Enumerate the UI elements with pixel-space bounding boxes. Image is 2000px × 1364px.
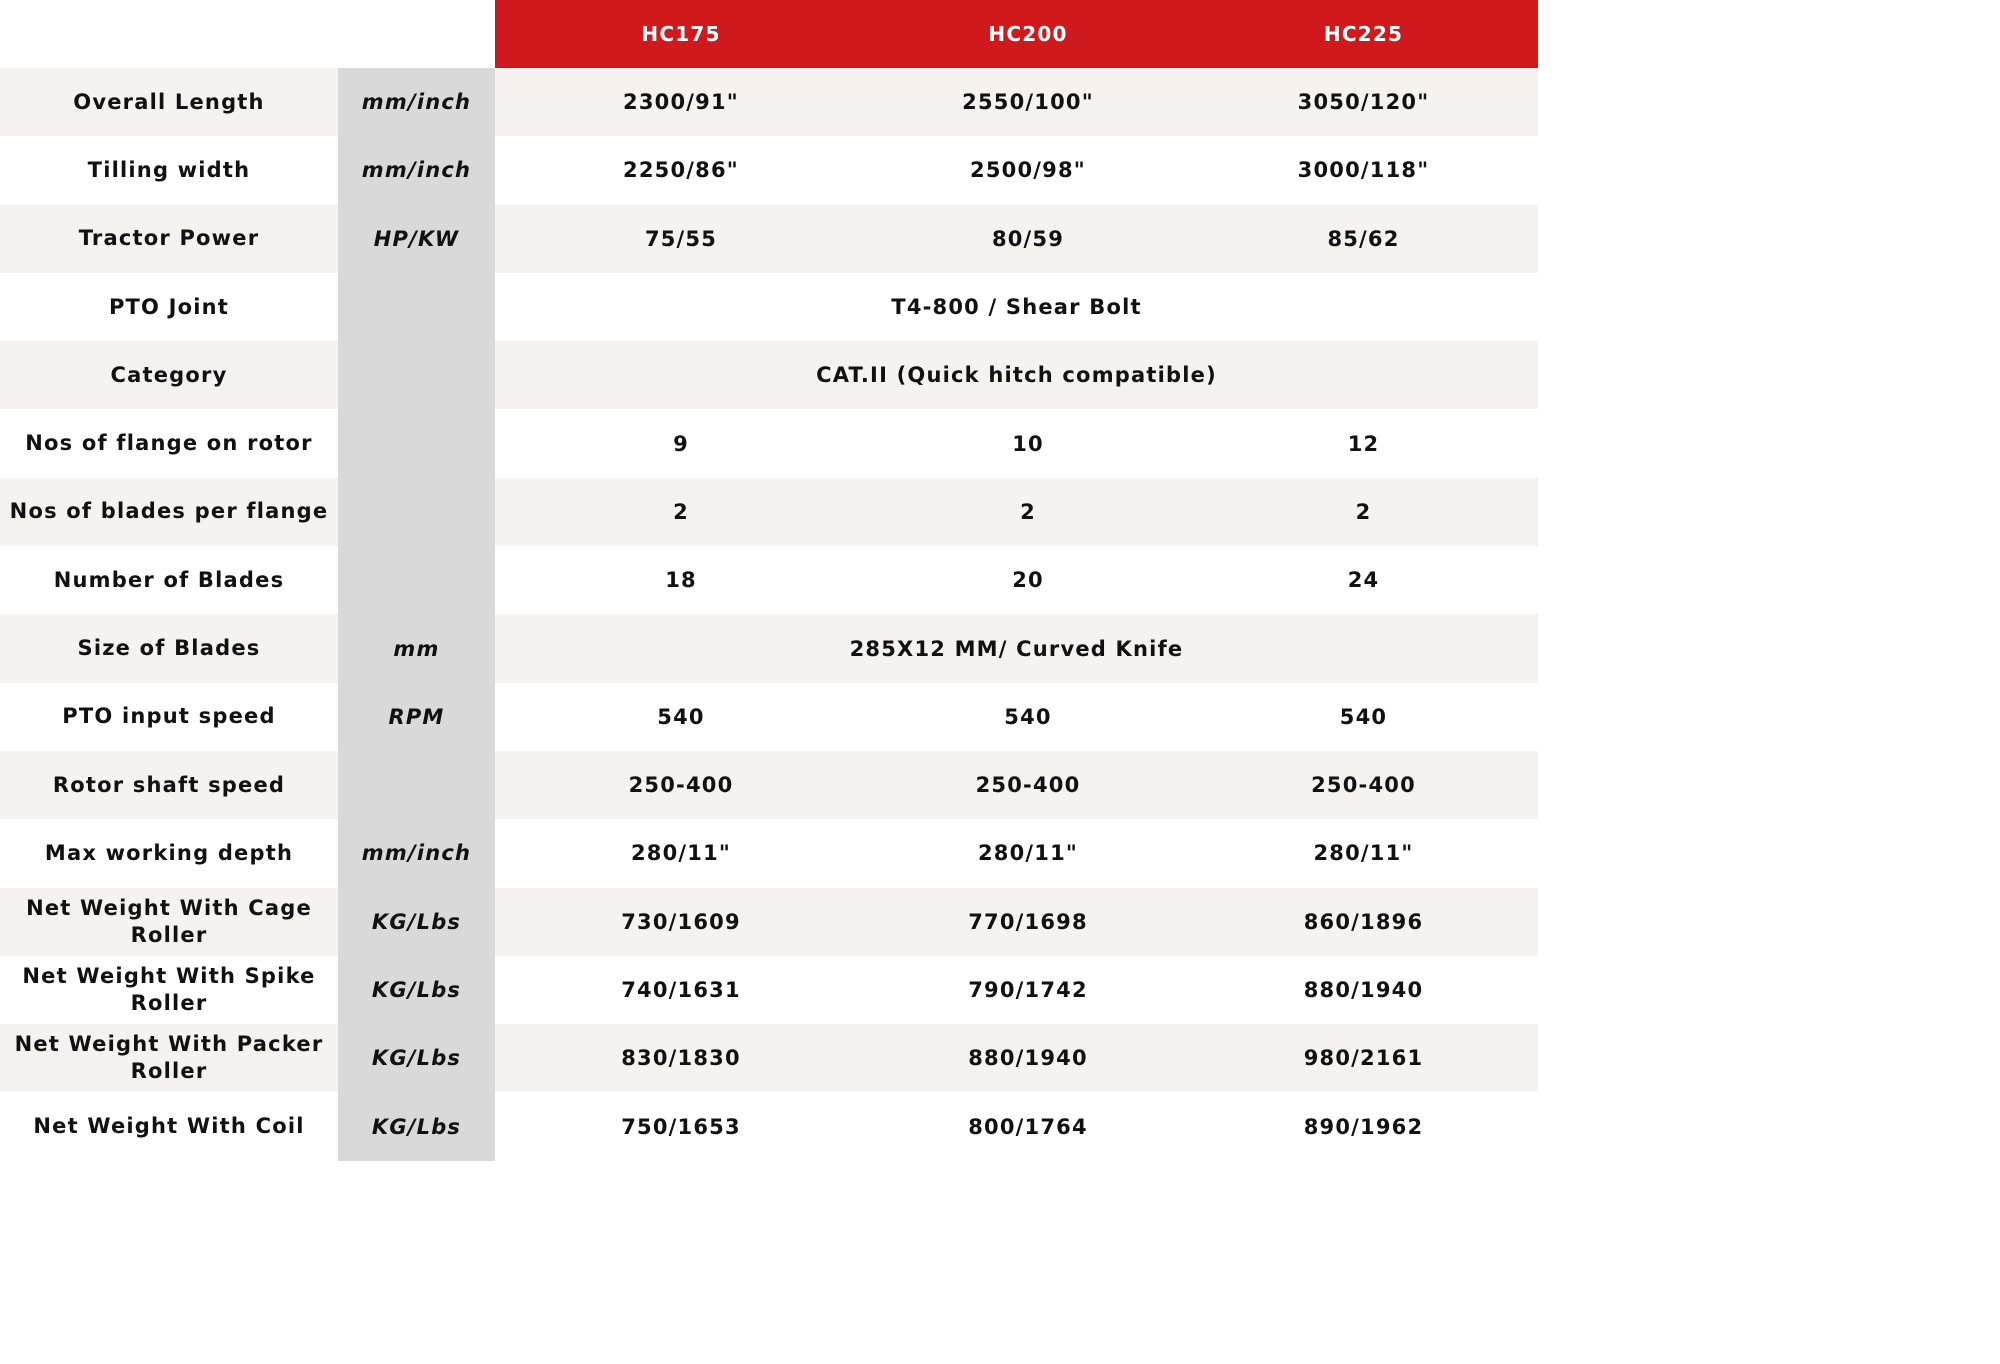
unit-cell: mm [338, 614, 495, 682]
unit-cell [338, 478, 495, 546]
table-row [0, 68, 1538, 136]
table-row [0, 546, 1538, 614]
value-cell-hc175: 2300/91" [495, 68, 867, 136]
value-cell-hc225: 540 [1189, 683, 1538, 751]
value-cell-hc200: 2500/98" [867, 136, 1189, 204]
value-cell-hc225: 24 [1189, 546, 1538, 614]
table-row [0, 478, 1538, 546]
value-cell-hc225: 880/1940 [1189, 956, 1538, 1024]
table-header-row [0, 0, 1538, 68]
unit-cell: mm/inch [338, 68, 495, 136]
table-row [0, 1024, 1538, 1092]
value-cell-hc200: 20 [867, 546, 1189, 614]
model-header-hc200: HC200 [867, 0, 1189, 68]
unit-cell: KG/Lbs [338, 1024, 495, 1092]
parameter-label: Nos of flange on rotor [0, 409, 338, 477]
value-cell-hc175: 750/1653 [495, 1092, 867, 1160]
model-header-hc225: HC225 [1189, 0, 1538, 68]
table-row [0, 819, 1538, 887]
value-cell-hc200: 280/11" [867, 819, 1189, 887]
table-row [0, 409, 1538, 477]
parameter-label: Tractor Power [0, 205, 338, 273]
table-row [0, 614, 1538, 682]
unit-cell: KG/Lbs [338, 956, 495, 1024]
table-row [0, 1092, 1538, 1160]
shared-value-cell: 285X12 MM/ Curved Knife [495, 614, 1538, 682]
value-cell-hc175: 730/1609 [495, 888, 867, 956]
value-cell-hc200: 2550/100" [867, 68, 1189, 136]
value-cell-hc225: 85/62 [1189, 205, 1538, 273]
unit-cell [338, 341, 495, 409]
table-row [0, 751, 1538, 819]
unit-cell: RPM [338, 683, 495, 751]
value-cell-hc225: 3050/120" [1189, 68, 1538, 136]
value-cell-hc225: 2 [1189, 478, 1538, 546]
value-cell-hc225: 250-400 [1189, 751, 1538, 819]
value-cell-hc175: 18 [495, 546, 867, 614]
unit-cell: KG/Lbs [338, 888, 495, 956]
value-cell-hc175: 280/11" [495, 819, 867, 887]
unit-cell [338, 273, 495, 341]
value-cell-hc175: 250-400 [495, 751, 867, 819]
value-cell-hc175: 2 [495, 478, 867, 546]
header-blank-label-cell [0, 0, 338, 68]
parameter-label: Category [0, 341, 338, 409]
value-cell-hc175: 830/1830 [495, 1024, 867, 1092]
table-row [0, 683, 1538, 751]
value-cell-hc225: 980/2161 [1189, 1024, 1538, 1092]
table-row [0, 205, 1538, 273]
parameter-label: Max working depth [0, 819, 338, 887]
value-cell-hc200: 250-400 [867, 751, 1189, 819]
value-cell-hc200: 540 [867, 683, 1189, 751]
parameter-label: PTO input speed [0, 683, 338, 751]
parameter-label: PTO Joint [0, 273, 338, 341]
value-cell-hc200: 800/1764 [867, 1092, 1189, 1160]
value-cell-hc200: 80/59 [867, 205, 1189, 273]
value-cell-hc200: 770/1698 [867, 888, 1189, 956]
unit-cell [338, 546, 495, 614]
table-row [0, 888, 1538, 956]
value-cell-hc200: 10 [867, 409, 1189, 477]
parameter-label: Size of Blades [0, 614, 338, 682]
shared-value-cell: T4-800 / Shear Bolt [495, 273, 1538, 341]
value-cell-hc225: 860/1896 [1189, 888, 1538, 956]
value-cell-hc225: 890/1962 [1189, 1092, 1538, 1160]
value-cell-hc175: 540 [495, 683, 867, 751]
spec-table-body [0, 68, 1538, 1161]
value-cell-hc175: 740/1631 [495, 956, 867, 1024]
value-cell-hc225: 280/11" [1189, 819, 1538, 887]
parameter-label: Nos of blades per flange [0, 478, 338, 546]
unit-cell: mm/inch [338, 136, 495, 204]
table-row [0, 956, 1538, 1024]
value-cell-hc175: 9 [495, 409, 867, 477]
table-row [0, 273, 1538, 341]
parameter-label: Net Weight With Coil [0, 1092, 338, 1160]
parameter-label: Overall Length [0, 68, 338, 136]
unit-cell: HP/KW [338, 205, 495, 273]
unit-cell: KG/Lbs [338, 1092, 495, 1160]
parameter-label: Tilling width [0, 136, 338, 204]
value-cell-hc200: 880/1940 [867, 1024, 1189, 1092]
table-row [0, 341, 1538, 409]
value-cell-hc225: 12 [1189, 409, 1538, 477]
value-cell-hc200: 2 [867, 478, 1189, 546]
parameter-label: Net Weight With Cage Roller [0, 888, 338, 956]
unit-cell [338, 409, 495, 477]
parameter-label: Net Weight With Spike Roller [0, 956, 338, 1024]
value-cell-hc200: 790/1742 [867, 956, 1189, 1024]
value-cell-hc175: 2250/86" [495, 136, 867, 204]
parameter-label: Net Weight With Packer Roller [0, 1024, 338, 1092]
unit-cell [338, 751, 495, 819]
parameter-label: Rotor shaft speed [0, 751, 338, 819]
unit-cell: mm/inch [338, 819, 495, 887]
parameter-label: Number of Blades [0, 546, 338, 614]
table-row [0, 136, 1538, 204]
header-blank-unit-cell [338, 0, 495, 68]
value-cell-hc175: 75/55 [495, 205, 867, 273]
shared-value-cell: CAT.II (Quick hitch compatible) [495, 341, 1538, 409]
value-cell-hc225: 3000/118" [1189, 136, 1538, 204]
model-header-hc175: HC175 [495, 0, 867, 68]
